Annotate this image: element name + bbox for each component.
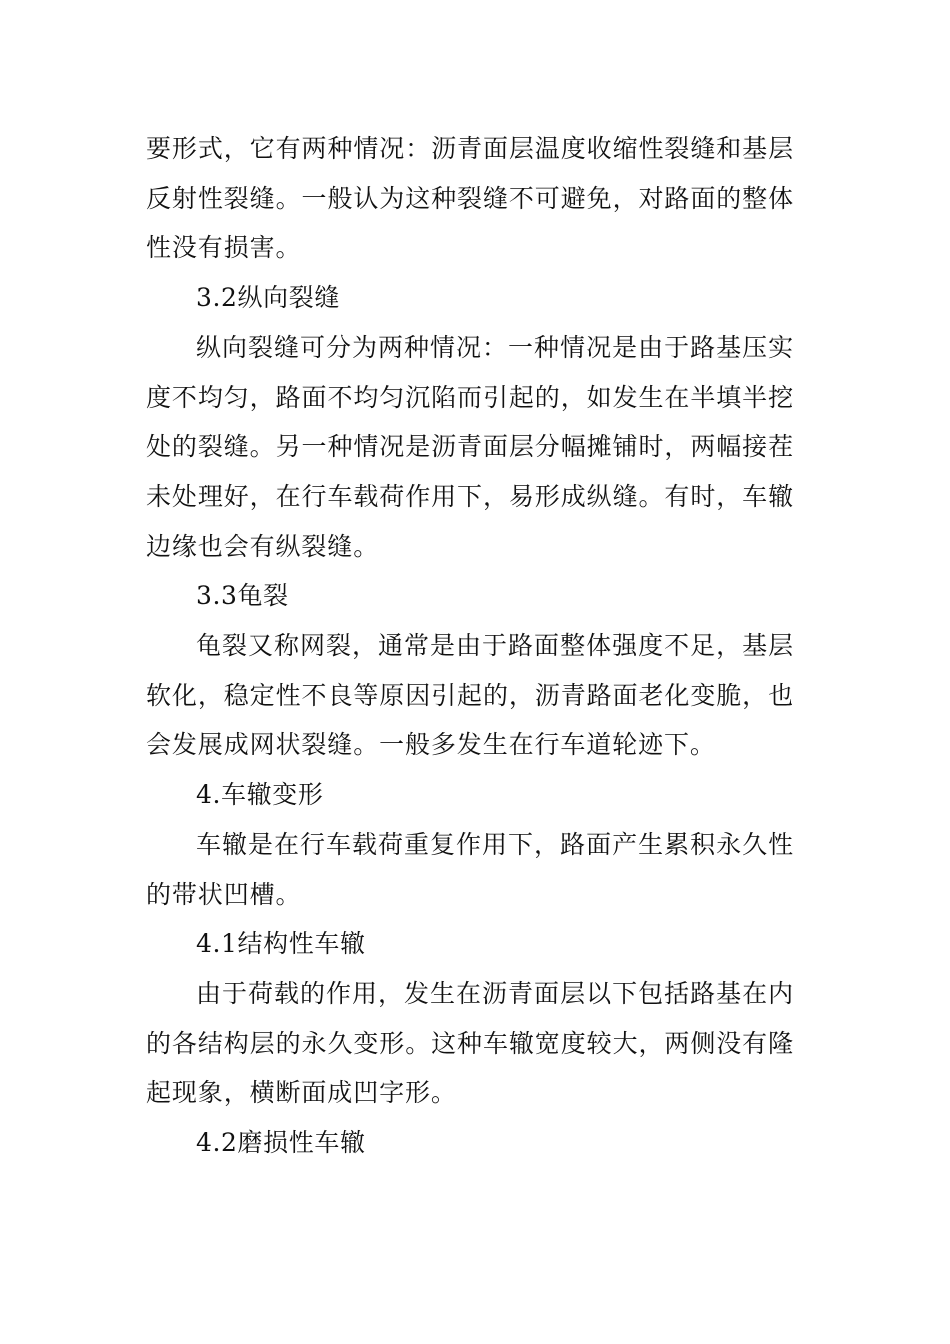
paragraph-rutting: 车辙是在行车载荷重复作用下，路面产生累积永久性的带状凹槽。 [146,829,794,909]
heading-alligator-cracks: 3.3龟裂 [196,581,289,611]
paragraph-structural-rutting: 由于荷载的作用，发生在沥青面层以下包括路基在内的各结构层的永久变形。这种车辙宽度较大，两侧没有隆起现象，横断面成凹字形。 [146,978,794,1108]
heading-structural-rutting: 4.1结构性车辙 [196,929,366,959]
heading-wear-rutting: 4.2磨损性车辙 [196,1128,366,1158]
paragraph-alligator-cracks: 龟裂又称网裂，通常是由于路面整体强度不足，基层软化，稳定性不良等原因引起的，沥青路面老化变脆，也会发展成网状裂缝。一般多发生在行车道轮迹下。 [146,631,794,760]
paragraph-crack-forms-continued: 要形式，它有两种情况：沥青面层温度收缩性裂缝和基层反射性裂缝。一般认为这种裂缝不可避免，对路面的整体性没有损害。 [146,134,794,263]
document-body [146,124,794,1168]
heading-longitudinal-cracks: 3.2纵向裂缝 [196,283,340,313]
paragraph-longitudinal-cracks: 纵向裂缝可分为两种情况：一种情况是由于路基压实度不均匀，路面不均匀沉陷而引起的，如发生在半填半挖处的裂缝。另一种情况是沥青面层分幅摊铺时，两幅接茬未处理好，在行车载荷作用下，易形成纵缝。有时，车辙边缘也会有纵裂缝。 [146,332,794,561]
heading-rutting: 4.车辙变形 [196,780,324,810]
